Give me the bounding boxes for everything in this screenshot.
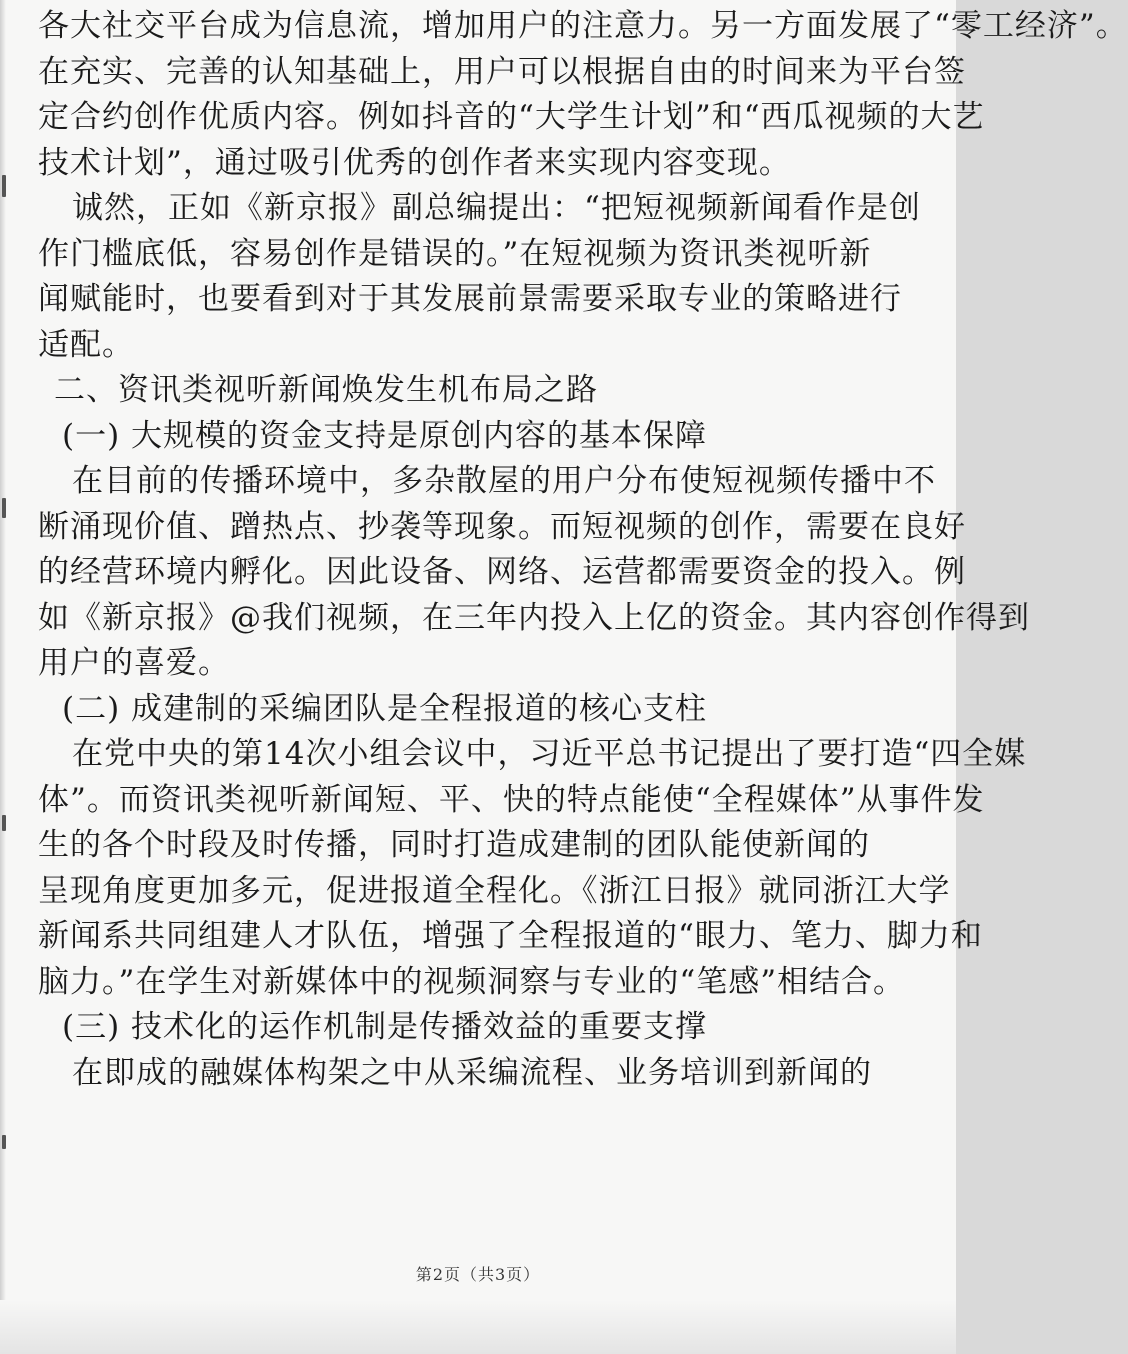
text-line: 各大社交平台成为信息流，增加用户的注意力。另一方面发展了“零工经济”。 xyxy=(38,8,1128,44)
binding-mark xyxy=(2,498,6,518)
text-line: 脑力。”在学生对新媒体中的视频洞察与专业的“笔感”相结合。 xyxy=(38,963,906,1000)
text-line: 用户的喜爱。 xyxy=(38,645,230,681)
text-line: 体”。而资讯类视听新闻短、平、快的特点能使“全程媒体”从事件发 xyxy=(38,781,985,818)
binding-mark xyxy=(2,175,6,197)
text-line: 在充实、完善的认知基础上，用户可以根据自由的时间来为平台签 xyxy=(38,53,966,90)
scan-bottom-shade xyxy=(0,1300,956,1354)
text-line: 适配。 xyxy=(38,326,134,363)
text-line: 新闻系共同组建人才队伍，增强了全程报道的“眼力、笔力、脚力和 xyxy=(38,918,983,954)
handwritten-text-body xyxy=(38,4,1128,1096)
text-line: 诚然，正如《新京报》副总编提出：“把短视频新闻看作是创 xyxy=(72,190,921,226)
scan-edge-shadow xyxy=(0,0,6,1354)
text-line: 在即成的融媒体构架之中从采编流程、业务培训到新闻的 xyxy=(72,1054,872,1091)
binding-mark xyxy=(2,815,6,831)
section-heading: 二、资讯类视听新闻焕发生机布局之路 xyxy=(54,372,598,408)
text-line: 生的各个时段及时传播，同时打造成建制的团队能使新闻的 xyxy=(38,827,870,863)
subsection-heading: (三) 技术化的运作机制是传播效益的重要支撑 xyxy=(62,1009,708,1045)
text-line: 在党中央的第14次小组会议中，习近平总书记提出了要打造“四全媒 xyxy=(72,736,1027,772)
text-line: 断涌现价值、蹭热点、抄袭等现象。而短视频的创作，需要在良好 xyxy=(38,508,966,545)
binding-mark xyxy=(2,1135,6,1149)
page-number-footer: 第2页（共3页） xyxy=(415,1265,541,1284)
text-line: 在目前的传播环境中，多杂散屋的用户分布使短视频传播中不 xyxy=(72,463,936,499)
text-line: 呈现角度更加多元，促进报道全程化。《浙江日报》就同浙江大学 xyxy=(38,872,951,909)
subsection-heading: (二) 成建制的采编团队是全程报道的核心支柱 xyxy=(62,690,708,727)
text-line: 如《新京报》@我们视频，在三年内投入上亿的资金。其内容创作得到 xyxy=(38,599,1030,636)
text-line: 的经营环境内孵化。因此设备、网络、运营都需要资金的投入。例 xyxy=(38,554,966,590)
text-line: 技术计划”，通过吸引优秀的创作者来实现内容变现。 xyxy=(38,144,791,181)
text-line: 闻赋能时，也要看到对于其发展前景需要采取专业的策略进行 xyxy=(38,281,902,317)
text-line: 作门槛底低，容易创作是错误的。”在短视频为资讯类视听新 xyxy=(38,235,872,272)
subsection-heading: (一) 大规模的资金支持是原创内容的基本保障 xyxy=(62,417,708,454)
text-line: 定合约创作优质内容。例如抖音的“大学生计划”和“西瓜视频的大艺 xyxy=(38,99,985,135)
